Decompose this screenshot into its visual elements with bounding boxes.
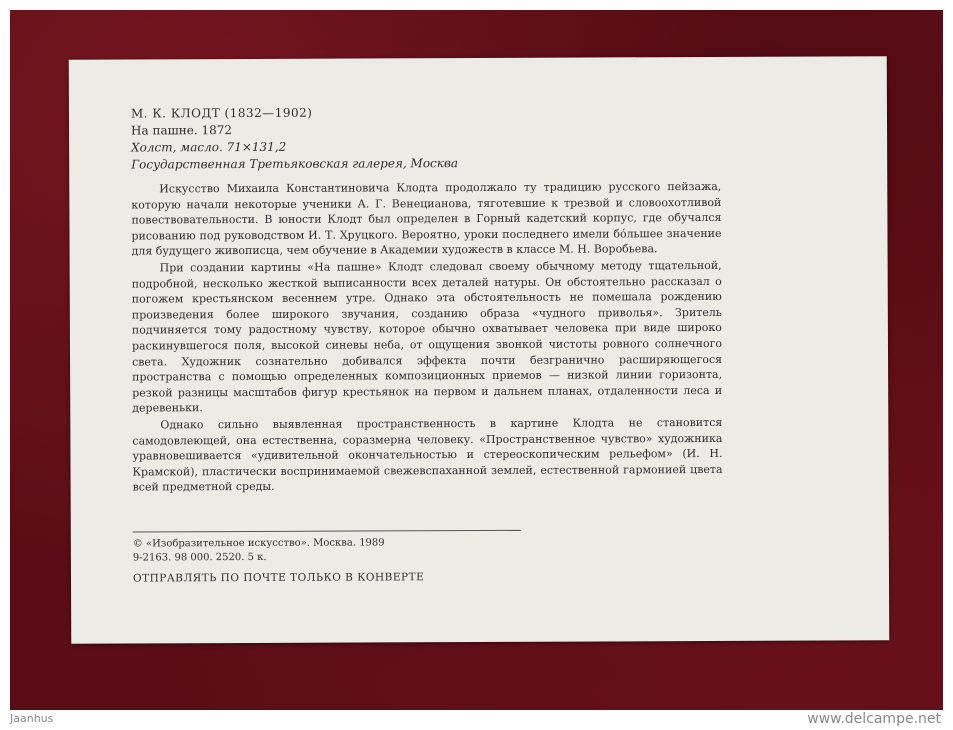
artwork-medium: Холст, масло. 71×131,2 [131, 139, 287, 155]
publisher-line: © «Изобразительное искусство». Москва. 1989 [132, 537, 385, 550]
postcard-back [69, 56, 890, 644]
paragraph-1: Искусство Михаила Константиновича Клодта продолжало ту традицию русского пейзажа, которую начали некоторые ученики А. Г. Венецианова, тяготевшие к трезвой и словоохотливой повествовательности. В юности Клодт был определен в Горный кадетский корпус, где обучался рисованию под руководством И. Т. Хруцкого. Вероятно, уроки последнего имели бо́льшее значение для будущего живописца, чем обучение в Академии художеств в классе М. Н. Воробьева. [131, 179, 722, 258]
print-run-line: 9-2163. 98 000. 2520. 5 к. [132, 551, 267, 564]
description-text [131, 179, 722, 496]
watermark-site: www.delcampe.net [807, 711, 941, 727]
artwork-title: На пашне. 1872 [131, 123, 233, 138]
publisher-imprint [133, 536, 385, 565]
paragraph-2: При создании картины «На пашне» Клодт следовал своему обычному методу тщательной, подробной, несколько жесткой выписанности всех деталей натуры. Он обстоятельно рассказал о погожем крестьянском весеннем утре. Однако эта обстоятельность не помешала рождению произведения более широкого звучания, созданию образа «чудного приволья». Зритель подчиняется тому радостному чувству, которое обычно охватывает человека при виде широко раскинувшегося поля, высокой синевы неба, от ощущения звонкой чистоты ровного солнечного света. Художник сознательно добивался эффекта почти безгранично расширяющегося пространства с помощью определенных композиционных приемов — низкой линии горизонта, резкой разницы масштабов фигур крестьянок на первом и дальнем планах, отдаленности леса и деревеньки. [131, 258, 723, 415]
paragraph-3: Однако сильно выявленная пространственность в картине Клодта не становится самодовлеющей, она естественна, соразмерна человеку. «Пространственное чувство» художника уравновешивается «удивительной окончательностью и стереоскопическим рельефом» (И. Н. Крамской), пластически воспринимаемой свежевспаханной землей, естественной гармонией цвета всей предметной среды. [132, 415, 723, 494]
artist-name: М. К. КЛОДТ (1832—1902) [130, 105, 313, 121]
divider [133, 530, 521, 533]
museum-name: Государственная Третьяковская галерея, Москва [131, 156, 459, 172]
watermark-seller: Jaanhus [10, 712, 54, 725]
artwork-header [131, 104, 458, 173]
mail-notice: ОТПРАВЛЯТЬ ПО ПОЧТЕ ТОЛЬКО В КОНВЕРТЕ [132, 571, 425, 585]
